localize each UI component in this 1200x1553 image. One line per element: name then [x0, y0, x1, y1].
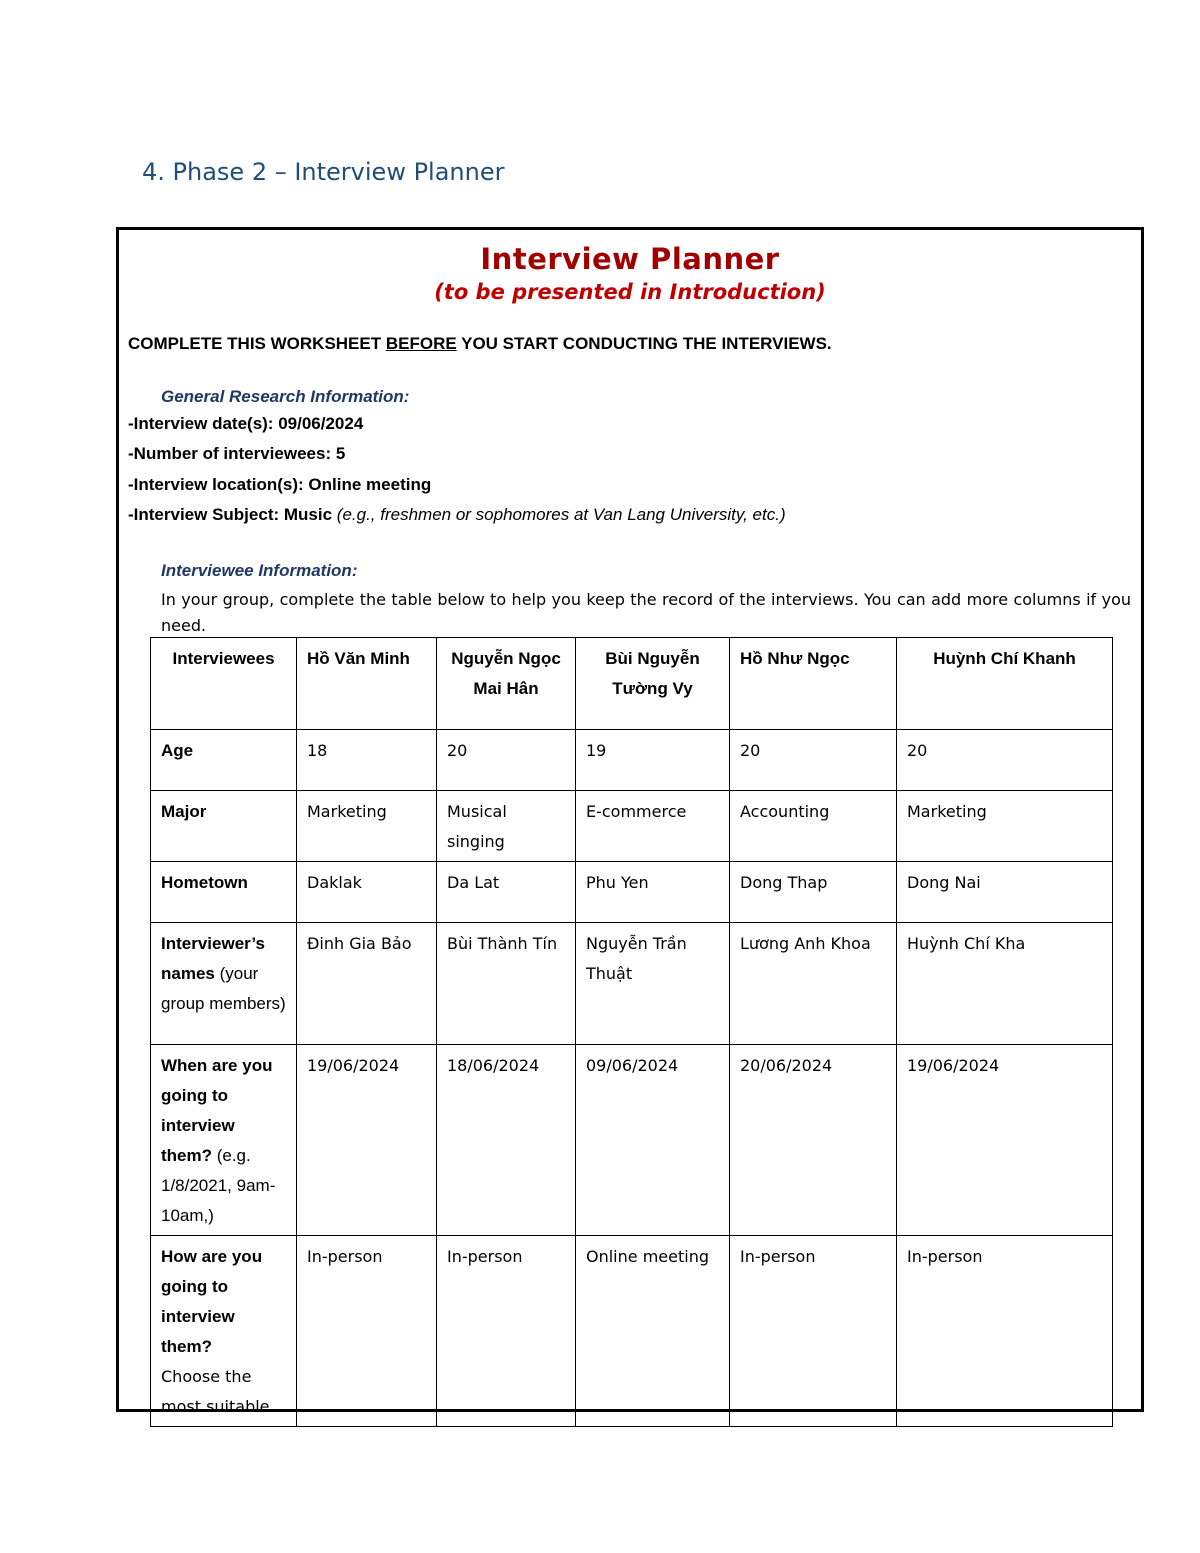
table-cell: 20	[730, 730, 897, 791]
table-cell: Da Lat	[437, 862, 576, 923]
column-header: Hồ Như Ngọc	[730, 638, 897, 730]
row-label-small: Choose the most suitable	[161, 1367, 270, 1416]
table-cell: Musical singing	[437, 791, 576, 862]
worksheet-instruction	[128, 334, 832, 354]
planner-subtitle: (to be presented in Introduction)	[434, 280, 826, 304]
general-info-location	[128, 475, 431, 495]
table-cell: Marketing	[297, 791, 437, 862]
table-cell: 20	[897, 730, 1113, 791]
table-cell: In-person	[437, 1236, 576, 1427]
row-label: Major	[151, 791, 297, 862]
table-row	[151, 862, 1113, 923]
column-header: Hồ Văn Minh	[297, 638, 437, 730]
page-heading: 4. Phase 2 – Interview Planner	[142, 158, 505, 186]
table-cell: Dong Thap	[730, 862, 897, 923]
table-cell: Lương Anh Khoa	[730, 923, 897, 1045]
general-info-subject	[128, 505, 786, 525]
info-value: Music	[283, 505, 333, 524]
row-label-main: How are you going to interview them?	[161, 1247, 263, 1356]
table-cell: Accounting	[730, 791, 897, 862]
table-cell: Đinh Gia Bảo	[297, 923, 437, 1045]
table-cell: In-person	[730, 1236, 897, 1427]
table-cell: In-person	[897, 1236, 1113, 1427]
table-row	[151, 1236, 1113, 1427]
table-cell: Huỳnh Chí Kha	[897, 923, 1113, 1045]
info-label: -Interview date(s):	[128, 414, 279, 433]
table-cell: Online meeting	[576, 1236, 730, 1427]
planner-title: Interview Planner	[480, 242, 780, 276]
info-value: Online meeting	[308, 475, 432, 494]
table-cell: In-person	[297, 1236, 437, 1427]
planner-box	[116, 227, 1144, 1416]
table-cell: 09/06/2024	[576, 1045, 730, 1236]
row-label-main: Interviewer’s names	[161, 934, 265, 983]
table-cell: 18	[297, 730, 437, 791]
table-cell: Marketing	[897, 791, 1113, 862]
table-cell: Nguyễn Trần Thuật	[576, 923, 730, 1045]
table-cell: Bùi Thành Tín	[437, 923, 576, 1045]
table-cell: 20	[437, 730, 576, 791]
instruction-post: YOU START CONDUCTING THE INTERVIEWS.	[456, 334, 832, 353]
table-cell: Dong Nai	[897, 862, 1113, 923]
table-cell: Daklak	[297, 862, 437, 923]
general-info-date	[128, 414, 363, 434]
row-label	[151, 1045, 297, 1236]
interviewee-info-heading: Interviewee Information:	[161, 561, 358, 580]
table-cell: Phu Yen	[576, 862, 730, 923]
row-label	[151, 1236, 297, 1427]
info-label: -Interview location(s):	[128, 475, 309, 494]
table-cell: 19/06/2024	[897, 1045, 1113, 1236]
table-cell: 19/06/2024	[297, 1045, 437, 1236]
column-header: Bùi Nguyễn Tường Vy	[576, 638, 730, 730]
table-row	[151, 730, 1113, 791]
instruction-underlined: BEFORE	[385, 334, 457, 353]
row-label-sub: (e.g. 1/8/2021, 9am-10am,)	[161, 1146, 276, 1225]
row-label	[151, 923, 297, 1045]
info-label: -Number of interviewees:	[128, 444, 336, 463]
table-row	[151, 1045, 1113, 1236]
table-row	[151, 791, 1113, 862]
info-label: -Interview Subject:	[128, 505, 284, 524]
column-header: Huỳnh Chí Khanh	[897, 638, 1113, 730]
general-info-heading: General Research Information:	[161, 387, 410, 406]
row-label-sub: (your group members)	[161, 964, 286, 1013]
info-value: 5	[335, 444, 346, 463]
table-cell: 20/06/2024	[730, 1045, 897, 1236]
row-label-main: When are you going to interview them?	[161, 1056, 273, 1165]
table-corner-cell: Interviewees	[151, 638, 297, 730]
table-row	[151, 923, 1113, 1045]
table-header-row	[151, 638, 1113, 730]
row-label: Hometown	[151, 862, 297, 923]
row-label: Age	[151, 730, 297, 791]
table-cell: 18/06/2024	[437, 1045, 576, 1236]
table-cell: 19	[576, 730, 730, 791]
column-header: Nguyễn Ngọc Mai Hân	[437, 638, 576, 730]
interviewee-table	[150, 637, 1113, 1427]
info-value: 09/06/2024	[278, 414, 364, 433]
interviewee-instruction: In your group, complete the table below to help you keep the record of the interviews. You can add more columns if you need.	[161, 590, 1131, 635]
instruction-pre: COMPLETE THIS WORKSHEET	[128, 334, 386, 353]
general-info-count	[128, 444, 345, 464]
table-cell: E-commerce	[576, 791, 730, 862]
info-note: (e.g., freshmen or sophomores at Van Lang University, etc.)	[332, 505, 786, 524]
